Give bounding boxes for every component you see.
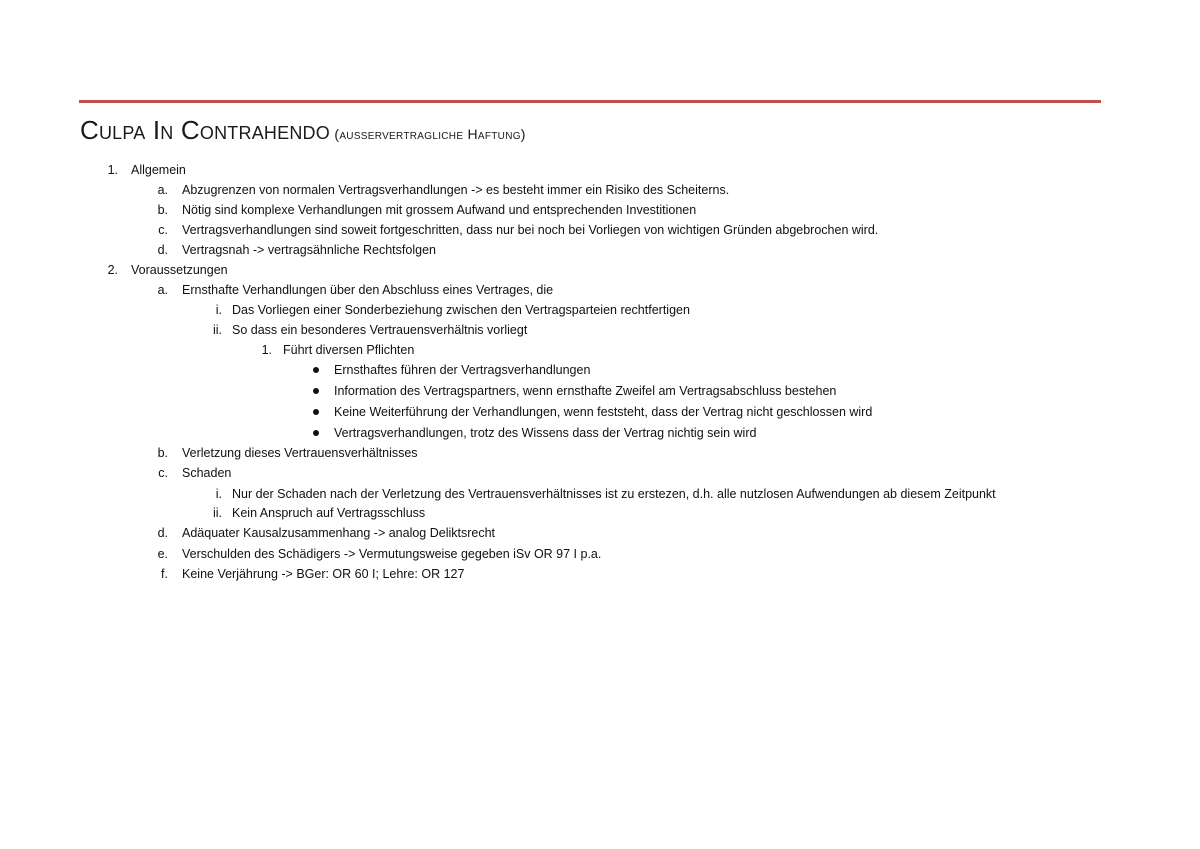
list-marker: c. bbox=[158, 223, 168, 237]
bullet-item: Keine Weiterführung der Verhandlungen, wenn feststeht, dass der Vertrag nicht geschlossen wird bbox=[334, 405, 873, 419]
list-marker: d. bbox=[157, 526, 168, 540]
list-item: Führt diversen Pflichten bbox=[283, 343, 415, 357]
list-marker: ii. bbox=[212, 323, 222, 337]
list-item: Adäquater Kausalzusammenhang -> analog Deliktsrecht bbox=[182, 526, 496, 540]
list-item: Vertragsverhandlungen sind soweit fortgeschritten, dass nur bei noch bei Vorliegen von wichtigen Gründen abgebrochen wird. bbox=[182, 223, 879, 237]
list-marker: a. bbox=[157, 183, 168, 197]
bullet-icon bbox=[313, 430, 319, 436]
bullet-item: Ernsthaftes führen der Vertragsverhandlungen bbox=[334, 363, 591, 377]
title-main: Culpa In Contrahendo bbox=[80, 115, 330, 145]
bullet-item: Vertragsverhandlungen, trotz des Wissens dass der Vertrag nichtig sein wird bbox=[334, 426, 757, 440]
title-rule bbox=[79, 100, 1101, 103]
list-marker: e. bbox=[157, 547, 168, 561]
list-item: Verschulden des Schädigers -> Vermutungsweise gegeben iSv OR 97 I p.a. bbox=[182, 547, 602, 561]
list-item: So dass ein besonderes Vertrauensverhältnis vorliegt bbox=[232, 323, 528, 337]
list-item: Abzugrenzen von normalen Vertragsverhandlungen -> es besteht immer ein Risiko des Scheiterns. bbox=[182, 183, 730, 197]
list-marker: f. bbox=[161, 567, 168, 581]
list-item: Nötig sind komplexe Verhandlungen mit grossem Aufwand und entsprechenden Investitionen bbox=[182, 203, 697, 217]
section-heading-allgemein: Allgemein bbox=[131, 163, 186, 177]
list-marker: i. bbox=[215, 303, 222, 317]
list-marker: ii. bbox=[212, 506, 222, 520]
list-item: Kein Anspruch auf Vertragsschluss bbox=[232, 506, 426, 520]
title-subtitle: (ausservertragliche Haftung) bbox=[334, 126, 526, 142]
list-marker: 2. bbox=[107, 263, 118, 277]
list-marker: d. bbox=[157, 243, 168, 257]
section-heading-voraussetzungen: Voraussetzungen bbox=[131, 263, 228, 277]
bullet-icon bbox=[313, 367, 319, 373]
list-marker: b. bbox=[157, 446, 168, 460]
list-item: Nur der Schaden nach der Verletzung des Vertrauensverhältnisses ist zu erstezen, d.h. alle nutzlosen Aufwendungen ab diesem Zeitpunkt bbox=[232, 487, 996, 501]
list-marker: a. bbox=[157, 283, 168, 297]
list-marker: i. bbox=[215, 487, 222, 501]
list-marker: b. bbox=[157, 203, 168, 217]
list-item: Vertragsnah -> vertragsähnliche Rechtsfolgen bbox=[182, 243, 436, 257]
list-item: Schaden bbox=[182, 466, 232, 480]
list-marker: 1. bbox=[261, 343, 272, 357]
list-item: Keine Verjährung -> BGer: OR 60 I; Lehre: OR 127 bbox=[182, 567, 465, 581]
list-item: Das Vorliegen einer Sonderbeziehung zwischen den Vertragsparteien rechtfertigen bbox=[232, 303, 690, 317]
list-marker: c. bbox=[158, 466, 168, 480]
list-marker: 1. bbox=[107, 163, 118, 177]
list-item: Verletzung dieses Vertrauensverhältnisses bbox=[182, 446, 418, 460]
bullet-icon bbox=[313, 409, 319, 415]
page-title bbox=[80, 113, 526, 152]
bullet-item: Information des Vertragspartners, wenn ernsthafte Zweifel am Vertragsabschluss bestehen bbox=[334, 384, 837, 398]
list-item: Ernsthafte Verhandlungen über den Abschluss eines Vertrages, die bbox=[182, 283, 554, 297]
bullet-icon bbox=[313, 388, 319, 394]
